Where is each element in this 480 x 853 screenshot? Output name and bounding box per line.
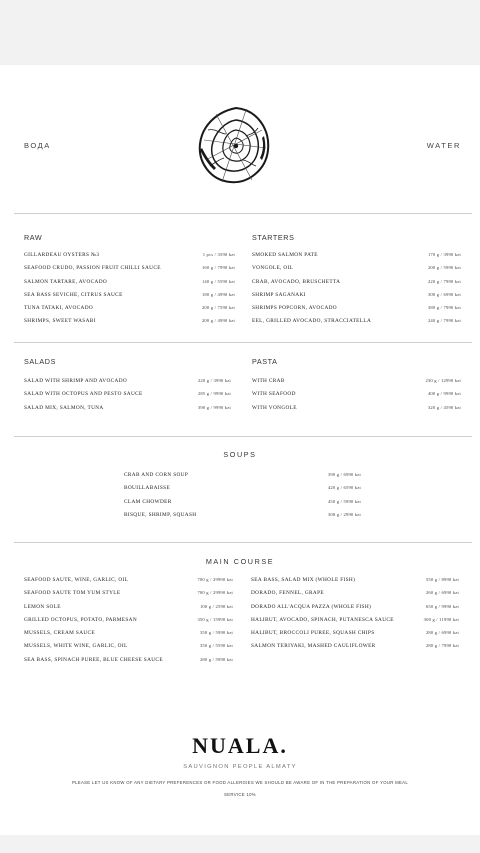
menu-item-name: SALMON TERIYAKI, MASHED CAULIFLOWER — [251, 643, 376, 650]
menu-item — [24, 292, 235, 305]
menu-item-price: 220 g / 3990 kzt — [197, 378, 231, 383]
section-title-pasta: PASTA — [252, 357, 278, 366]
menu-item-name: MUSSELS, CREAM SAUCE — [24, 630, 96, 637]
pasta-list — [252, 378, 461, 418]
menu-item-name: GRILLED OCTOPUS, POTATO, PARMESAN — [24, 616, 138, 623]
menu-item-name: BOUILLABAISSE — [124, 485, 171, 492]
menu-item-price: 400 g / 9990 kzt — [427, 391, 461, 397]
menu-item-name: DORADO, FENNEL, GRAPE — [251, 590, 324, 597]
menu-item — [252, 305, 461, 318]
menu-item-price: 300 g / 6990 kzt — [427, 291, 461, 297]
menu-item — [252, 292, 461, 305]
section-title-main-course: MAIN COURSE — [205, 557, 275, 566]
section-title-raw: RAW — [24, 233, 43, 242]
section-title-soups: SOUPS — [223, 450, 257, 459]
section-title-salads: SALADS — [24, 357, 56, 366]
menu-item-price: 1 pcs / 3590 kzt — [202, 252, 235, 257]
menu-item-price: 350 g / 5590 kzt — [199, 643, 233, 649]
menu-item-name: CRAB AND CORN SOUP — [124, 472, 189, 478]
menu-item — [24, 405, 231, 418]
menu-item — [24, 617, 233, 630]
menu-item — [24, 305, 235, 318]
main-course-left-list — [24, 577, 233, 670]
menu-item — [24, 279, 235, 292]
brand-tagline: SAUVIGNON PEOPLE ALMATY — [183, 764, 297, 770]
menu-item — [24, 378, 231, 391]
menu-item-name: SEAFOOD SAUTE TOM YUM STYLE — [24, 590, 121, 597]
menu-item-price: 240 g / 7990 kzt — [427, 318, 461, 324]
allergy-note: PLEASE LET US KNOW OF ANY DIETARY PREFERENCES OR FOOD ALLERGIES WE SHOULD BE AWARE OF IN THE PREPARATION OF YOUR MEAL — [71, 780, 409, 785]
menu-item-price: 285 g / 9990 kzt — [197, 391, 231, 397]
menu-item — [24, 590, 233, 603]
menu-item-name: HALIBUT, BROCCOLI PUREE, SQUASH CHIPS — [251, 630, 375, 637]
menu-item-price: 450 g / 5990 kzt — [327, 498, 361, 504]
menu-item — [252, 378, 461, 391]
menu-item-name: CLAM CHOWDER — [124, 498, 172, 505]
brand-logo: NUALA. — [192, 733, 288, 758]
menu-item-price: 160 g / 7990 kzt — [201, 265, 235, 271]
menu-item-price: 200 g / 5990 kzt — [427, 265, 461, 271]
menu-item — [24, 604, 233, 617]
menu-item — [24, 643, 233, 656]
menu-item — [251, 643, 459, 656]
menu-item — [251, 590, 459, 603]
menu-item-name: CRAB, AVOCADO, BRUSCHETTA — [252, 278, 341, 285]
menu-item-price: 700 g / 29990 kzt — [197, 590, 233, 596]
menu-item-price: 300 g / 2990 kzt — [327, 511, 361, 517]
menu-item — [252, 391, 461, 404]
menu-item-name: WITH CRAB — [252, 378, 285, 384]
menu-item-name: MUSSELS, WHITE WINE, GARLIC, OIL — [24, 643, 128, 650]
menu-item-price: 230 g / 12990 kzt — [425, 378, 461, 383]
header-left-label: ВОДА — [24, 141, 51, 150]
main-course-right-list — [251, 577, 459, 657]
salads-list — [24, 378, 231, 418]
menu-item-price: 100 g / 2590 kzt — [199, 603, 233, 609]
menu-item — [252, 252, 461, 265]
nautilus-shell-icon — [196, 100, 272, 186]
menu-item-price: 380 g / 7990 kzt — [427, 305, 461, 311]
menu-item-name: SMOKED SALMON PATE — [252, 252, 318, 258]
menu-item — [251, 630, 459, 643]
menu-item-price: 280 g / 6990 kzt — [425, 630, 459, 636]
menu-item-price: 280 g / 5990 kzt — [199, 656, 233, 662]
menu-item-price: 200 g / 7590 kzt — [201, 305, 235, 311]
menu-item — [24, 391, 231, 404]
raw-list — [24, 252, 235, 332]
menu-item-name: SEA BASS, SPINACH PUREE, BLUE CHEESE SAUCE — [24, 656, 163, 663]
menu-item-name: VONGOLE, OIL — [252, 265, 294, 272]
menu-item-price: 200 g / 4990 kzt — [201, 318, 235, 324]
divider — [14, 342, 472, 343]
menu-item-name: DORADO ALL'ACQUA PAZZA (WHOLE FISH) — [251, 603, 372, 610]
menu-item-price: 390 g / 9990 kzt — [197, 404, 231, 410]
menu-item-name: LEMON SOLE — [24, 603, 61, 610]
divider — [14, 213, 472, 214]
menu-item — [252, 265, 461, 278]
header-right-label: WATER — [426, 141, 461, 150]
menu-item — [124, 485, 361, 498]
menu-item — [24, 265, 235, 278]
menu-item-name: SEA BASS, SALAD MIX (WHOLE FISH) — [251, 577, 356, 583]
menu-item-name: SHRIMPS, SWEET WASABI — [24, 318, 96, 325]
menu-item-price: 700 g / 29990 kzt — [197, 577, 233, 582]
menu-item-name: EEL, GRILLED AVOCADO, STRACCIATELLA — [252, 318, 372, 325]
divider — [14, 542, 472, 543]
menu-item-name: SALAD WITH OCTOPUS AND PESTO SAUCE — [24, 391, 143, 398]
menu-item — [24, 318, 235, 331]
menu-item-price: 550 g / 8990 kzt — [425, 577, 459, 582]
menu-item — [24, 657, 233, 670]
menu-item-name: SEA BASS SEVICHE, CITRUS SAUCE — [24, 291, 123, 298]
menu-item-name: WITH SEAFOOD — [252, 391, 296, 398]
service-charge: SERVICE 10% — [224, 792, 256, 797]
menu-item — [252, 279, 461, 292]
menu-item-name: HALIBUT, AVOCADO, SPINACH, PUTANESCA SAUCE — [251, 616, 394, 623]
menu-item-name: SALAD MIX, SALMON, TUNA — [24, 404, 104, 411]
menu-item-price: 390 g / 6990 kzt — [327, 472, 361, 477]
menu-item — [252, 405, 461, 418]
menu-item — [124, 499, 361, 512]
menu-item-name: SHRIMP SAGANAKI — [252, 291, 306, 298]
soups-list — [124, 472, 361, 525]
menu-item-price: 320 g / 4590 kzt — [427, 404, 461, 410]
starters-list — [252, 252, 461, 332]
menu-item — [24, 577, 233, 590]
menu-item-price: 300 g / 11990 kzt — [423, 616, 459, 622]
menu-item-price: 350 g / 15990 kzt — [197, 616, 233, 622]
menu-item — [251, 577, 459, 590]
menu-item-price: 180 g / 4990 kzt — [201, 291, 235, 297]
menu-item — [24, 252, 235, 265]
menu-item-price: 140 g / 5590 kzt — [201, 278, 235, 284]
menu-item — [252, 318, 461, 331]
menu-item-name: GILLARDEAU OYSTERS №3 — [24, 252, 100, 258]
menu-item-name: WITH VONGOLE — [252, 404, 297, 411]
menu-item — [251, 604, 459, 617]
menu-item-name: BISQUE, SHRIMP, SQUASH — [124, 511, 197, 518]
menu-item-name: SALAD WITH SHRIMP AND AVOCADO — [24, 378, 128, 384]
menu-item-name: SEAFOOD SAUTE, WINE, GARLIC, OIL — [24, 577, 129, 583]
menu-item — [124, 472, 361, 485]
menu-item-name: SEAFOOD CRUDO, PASSION FRUIT CHILLI SAUCE — [24, 265, 161, 272]
section-title-starters: STARTERS — [252, 233, 295, 242]
menu-item-name: SALMON TARTARE, AVOCADO — [24, 278, 108, 285]
menu-item-price: 350 g / 5990 kzt — [199, 630, 233, 636]
menu-item-price: 170 g / 3990 kzt — [427, 252, 461, 257]
menu-item-price: 220 g / 7990 kzt — [427, 278, 461, 284]
menu-item-price: 280 g / 7990 kzt — [425, 643, 459, 649]
menu-item — [251, 617, 459, 630]
menu-item-price: 260 g / 6990 kzt — [425, 590, 459, 596]
menu-item-name: TUNA TATAKI, AVOCADO — [24, 305, 94, 312]
menu-item — [124, 512, 361, 525]
menu-item — [24, 630, 233, 643]
menu-item-price: 650 g / 9990 kzt — [425, 603, 459, 609]
menu-item-name: SHRIMPS POPCORN, AVOCADO — [252, 305, 337, 312]
menu-item-price: 420 g / 6590 kzt — [327, 485, 361, 491]
divider — [14, 436, 472, 437]
